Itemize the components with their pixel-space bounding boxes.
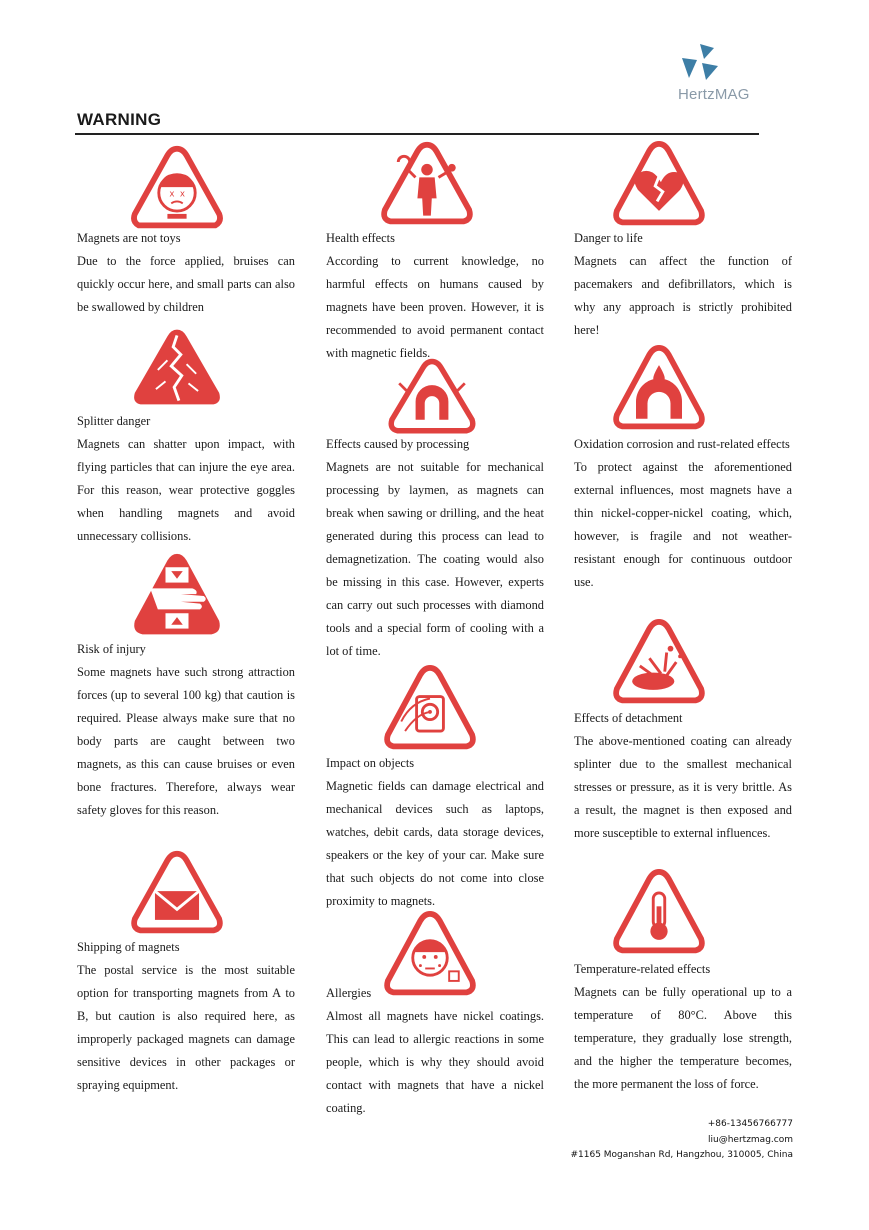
- section-oxidation: [574, 433, 792, 594]
- thermometer-icon: [611, 868, 707, 960]
- section-body: According to current knowledge, no harmful effects on humans caused by magnets have been proven. However, it is recommended to avoid permanent contact with magnetic fields.: [326, 254, 544, 360]
- magnet-droplet-icon: [611, 344, 707, 436]
- section-injury: [77, 638, 295, 822]
- envelope-icon: [129, 848, 225, 940]
- svg-text:x: x: [179, 189, 185, 200]
- svg-text:x: x: [169, 189, 175, 200]
- section-detachment: [574, 707, 792, 845]
- title-divider: [75, 133, 759, 135]
- section-heading: Temperature-related effects: [574, 962, 711, 976]
- section-body: Magnets can affect the function of pacemakers and defibrillators, which is why any approach is strictly prohibited here!: [574, 254, 792, 337]
- section-body: To protect against the aforementioned external influences, most magnets have a thin nickel-copper-nickel coating, which, however, is fragile and not weather-resistant enough for continuous outdoor use.: [574, 460, 792, 589]
- section-body: The above-mentioned coating can already splinter due to the smallest mechanical stresses or pressure, as it is very brittle. As a result, the magnet is then exposed and more susceptible to external influences.: [574, 734, 792, 840]
- brand-logo: [674, 42, 764, 106]
- footer-phone: +86-13456766777: [707, 1119, 793, 1129]
- section-body: Almost all magnets have nickel coatings. This can lead to allergic reactions in some people, which is why they should avoid contact with magnets that have a nickel coating.: [326, 1009, 544, 1115]
- hard-drive-icon: [382, 664, 478, 756]
- section-heading: Risk of injury: [77, 642, 146, 656]
- section-heading: Allergies: [326, 986, 372, 1000]
- section-body: The postal service is the most suitable option for transporting magnets from A to B, but caution is also required here, as improperly packaged magnets can damage sensitive devices in other packages or spraying equipment.: [77, 963, 295, 1092]
- section-body: Magnets can shatter upon impact, with flying particles that can injure the eye area. For this reason, wear protective goggles when handling magnets and avoid unnecessary collisions.: [77, 437, 295, 543]
- section-heading: Shipping of magnets: [77, 940, 180, 954]
- section-body: Some magnets have such strong attraction forces (up to several 100 kg) that caution is required. Please always make sure that no body parts are caught between two magnets, as this can cause bruises or even bone fractures. Therefore, always wear safety gloves for this reason.: [77, 665, 295, 817]
- section-heading: Impact on objects: [326, 756, 415, 770]
- shatter-icon: [129, 322, 225, 414]
- section-body: Magnets can be fully operational up to a temperature of 80°C. Above this temperature, they gradually lose strength, and the higher the temperature becomes, the more permanent the loss of force.: [574, 985, 792, 1091]
- hand-crush-icon: [129, 550, 225, 642]
- horseshoe-magnet-icon: [386, 356, 478, 438]
- contact-footer: [570, 1117, 793, 1164]
- section-shipping: [77, 936, 295, 1097]
- section-heading: Magnets are not toys: [77, 231, 181, 245]
- section-heading: Health effects: [326, 231, 395, 245]
- coating-splinter-icon: [611, 618, 707, 710]
- section-allergies: [326, 982, 544, 1120]
- section-toys: [77, 227, 295, 319]
- section-heading: Oxidation corrosion and rust-related effects: [574, 437, 790, 451]
- brand-name: HertzMAG: [678, 86, 750, 103]
- section-body: Due to the force applied, bruises can quickly occur here, and small parts can also be swallowed by children: [77, 254, 295, 314]
- section-heading: Effects caused by processing: [326, 437, 470, 451]
- section-body: Magnets are not suitable for mechanical processing by laymen, as magnets can break when sawing or drilling, and the heat generated during this process can lead to demagnetization. The coating would also be missing in this case. However, experts can carry out such processes with diamond tools and a special form of cooling with a lot of time.: [326, 460, 544, 658]
- footer-email: liu@hertzmag.com: [708, 1134, 793, 1145]
- child-face-icon: [129, 143, 225, 235]
- page-title: WARNING: [77, 110, 162, 129]
- section-health: [326, 227, 544, 365]
- hertzmag-logo-icon: [680, 42, 720, 82]
- section-splitter: [77, 410, 295, 548]
- section-temperature: [574, 958, 792, 1096]
- person-magnet-icon: [379, 139, 475, 231]
- section-heading: Splitter danger: [77, 414, 151, 428]
- section-processing: [326, 433, 544, 663]
- broken-heart-icon: [611, 140, 707, 232]
- section-impact: [326, 752, 544, 913]
- section-heading: Effects of detachment: [574, 711, 683, 725]
- section-life: [574, 227, 792, 342]
- footer-address: #1165 Moganshan Rd, Hangzhou, 310005, China: [570, 1150, 793, 1160]
- section-heading: Danger to life: [574, 231, 643, 245]
- section-body: Magnetic fields can damage electrical and mechanical devices such as laptops, watches, debit cards, data storage devices, speakers or the key of your car. Make sure that such objects do not come into close proximity to magnets.: [326, 779, 544, 908]
